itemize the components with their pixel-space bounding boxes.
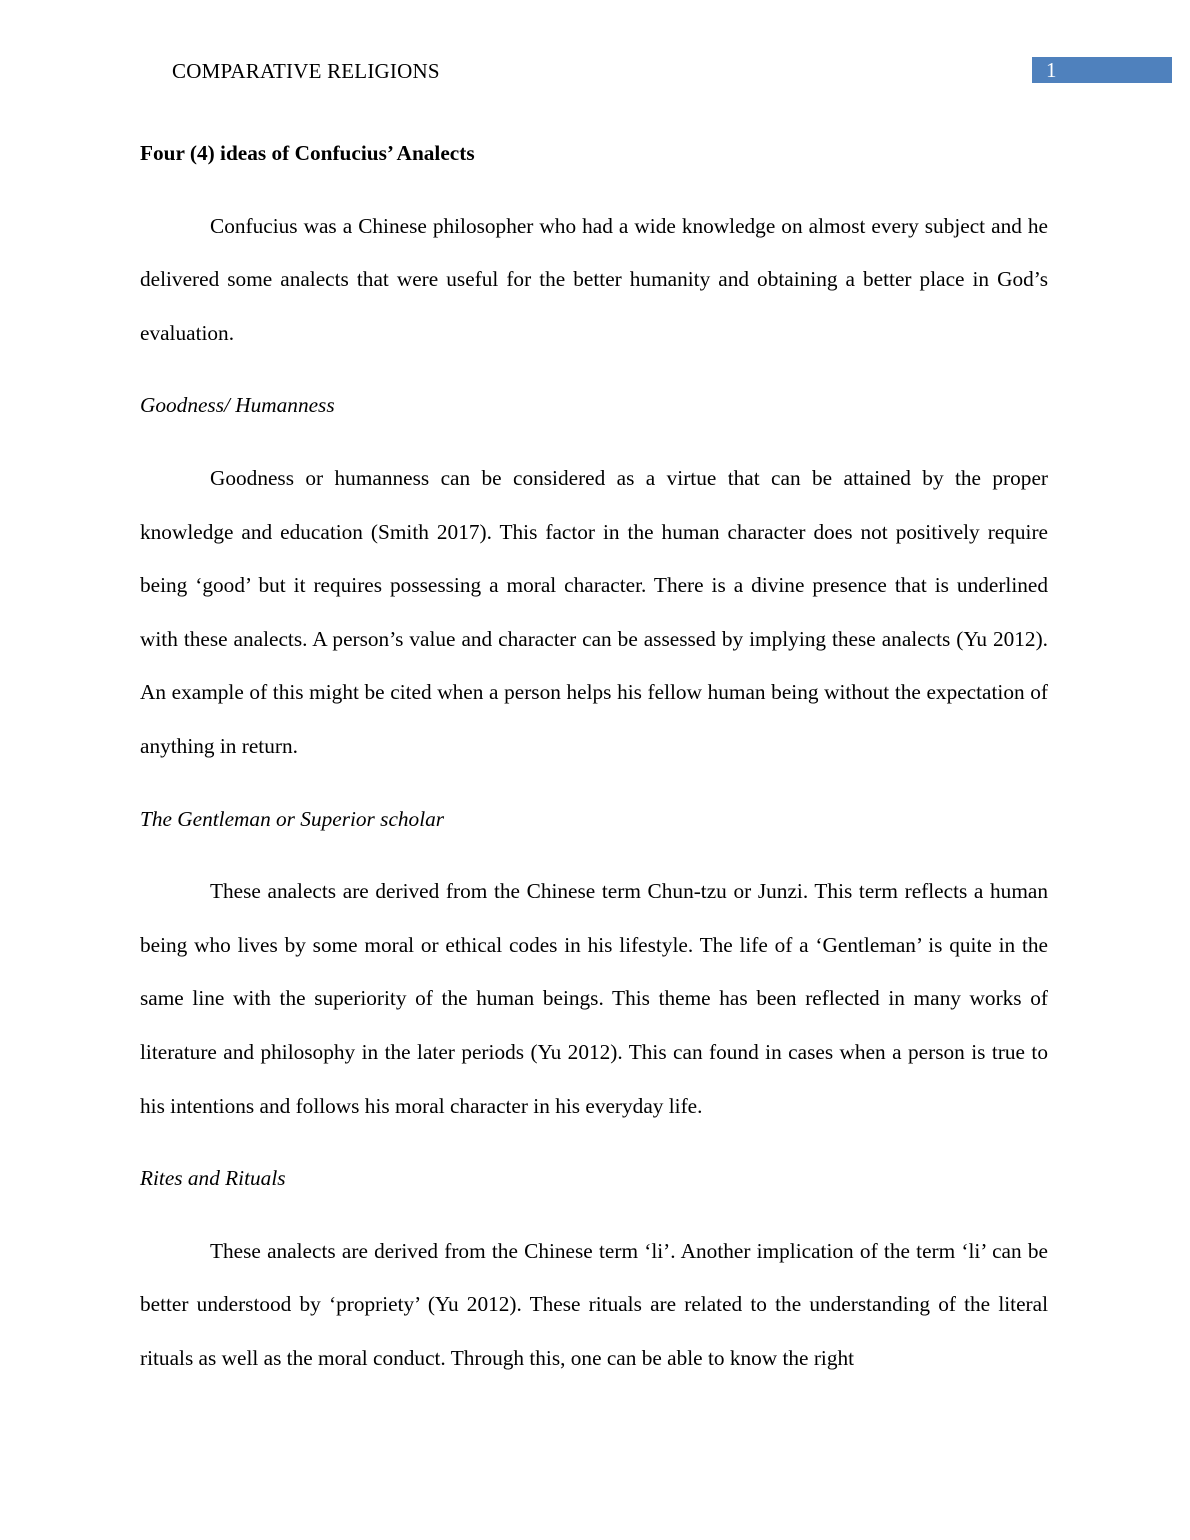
section-heading-gentleman: The Gentleman or Superior scholar (140, 806, 445, 831)
document-title: Four (4) ideas of Confucius’ Analects (140, 141, 475, 165)
section-body-gentleman: These analects are derived from the Chinese term Chun-tzu or Junzi. This term reflects a human being who lives by some moral or ethical codes in his lifestyle. The life of a ‘Gentleman’ is quite in the same line with the superiority of the human beings. This theme has been reflected in many works of literature and philosophy in the later periods (Yu 2012). This can found in cases when a person is true to his intentions and follows his moral character in his everyday life. (140, 879, 1048, 1118)
section-body-rites: These analects are derived from the Chinese term ‘li’. Another implication of the term ‘li’ can be better understood by ‘propriety’ (Yu 2012). These rituals are related to the understanding of the literal rituals as well as the moral conduct. Through this, one can be able to know the right (140, 1238, 1048, 1370)
section-heading-rites: Rites and Rituals (140, 1166, 286, 1191)
intro-paragraph: Confucius was a Chinese philosopher who had a wide knowledge on almost every subject and he delivered some analects that were useful for the better humanity and obtaining a better place in God’s evaluation. (140, 213, 1048, 345)
page-number: 1 (1046, 58, 1057, 82)
document-body (140, 127, 1048, 1385)
section-body-goodness: Goodness or humanness can be considered as a virtue that can be attained by the proper knowledge and education (Smith 2017). This factor in the human character does not positively require being ‘good’ but it requires possessing a moral character. There is a divine presence that is underlined with these analects. A person’s value and character can be assessed by implying these analects (Yu 2012). An example of this might be cited when a person helps his fellow human being without the expectation of anything in return. (140, 465, 1048, 758)
running-head: COMPARATIVE RELIGIONS (172, 59, 440, 83)
page-number-box (1032, 57, 1172, 83)
section-heading-goodness: Goodness/ Humanness (140, 393, 335, 418)
